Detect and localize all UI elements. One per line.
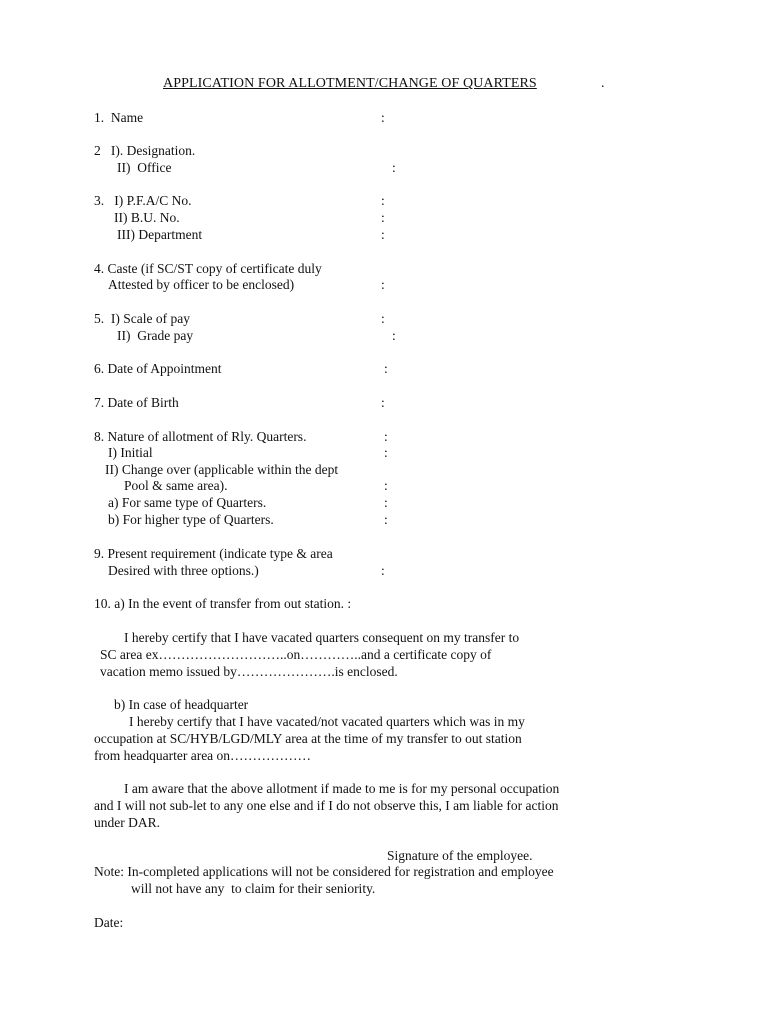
certify-b-line-1: I hereby certify that I have vacated/not vacated quarters which was in my <box>129 714 525 729</box>
field-pool-label: Pool & same area). <box>124 478 228 493</box>
field-name-colon: : <box>381 110 385 125</box>
signature-label: Signature of the employee. <box>387 848 533 863</box>
field-dob-colon: : <box>381 395 385 410</box>
field-nature-colon: : <box>384 429 388 444</box>
field-initial-label: I) Initial <box>108 445 153 460</box>
field-department-label: III) Department <box>117 227 203 242</box>
form-title: APPLICATION FOR ALLOTMENT/CHANGE OF QUARTERS <box>163 76 537 91</box>
title-period: . <box>601 76 605 91</box>
field-caste-label-cont: Attested by officer to be enclosed) <box>108 277 295 292</box>
field-same-type-colon: : <box>384 495 388 510</box>
field-bu-label: II) B.U. No. <box>114 210 180 225</box>
field-doa-label: 6. Date of Appointment <box>94 361 222 376</box>
certify-a-line-3: vacation memo issued by………………….is enclosed. <box>100 664 398 679</box>
field-grade-label: II) Grade pay <box>117 328 194 343</box>
field-higher-type-label: b) For higher type of Quarters. <box>108 512 274 527</box>
note-line-2: will not have any to claim for their seniority. <box>131 881 376 896</box>
field-pf-colon: : <box>381 193 385 208</box>
field-pool-colon: : <box>384 478 388 493</box>
field-same-type-label: a) For same type of Quarters. <box>108 495 267 510</box>
field-name-label: 1. Name <box>94 110 144 125</box>
field-initial-colon: : <box>384 445 388 460</box>
note-line-1: Note: In-completed applications will not be considered for registration and employee <box>94 864 554 879</box>
certify-b-line-3: from headquarter area on……………… <box>94 748 312 763</box>
headquarter-label: b) In case of headquarter <box>114 697 249 712</box>
certify-b-line-2: occupation at SC/HYB/LGD/MLY area at the time of my transfer to out station <box>94 731 522 746</box>
field-scale-colon: : <box>381 311 385 326</box>
declaration-line-3: under DAR. <box>94 815 160 830</box>
declaration-line-1: I am aware that the above allotment if made to me is for my personal occupation <box>124 781 560 796</box>
field-scale-label: 5. I) Scale of pay <box>94 311 190 326</box>
field-requirement-label: 9. Present requirement (indicate type & area <box>94 546 333 561</box>
field-requirement-colon: : <box>381 563 385 578</box>
field-grade-colon: : <box>392 328 396 343</box>
field-requirement-label-cont: Desired with three options.) <box>108 563 259 578</box>
field-changeover-label: II) Change over (applicable within the dept <box>105 462 339 477</box>
date-label: Date: <box>94 915 124 930</box>
field-caste-label: 4. Caste (if SC/ST copy of certificate duly <box>94 261 322 276</box>
field-office-colon: : <box>392 160 396 175</box>
field-dob-label: 7. Date of Birth <box>94 395 179 410</box>
field-doa-colon: : <box>384 361 388 376</box>
field-bu-colon: : <box>381 210 385 225</box>
field-pf-label: 3. I) P.F.A/C No. <box>94 193 192 208</box>
field-caste-colon: : <box>381 277 385 292</box>
declaration-line-2: and I will not sub-let to any one else and if I do not observe this, I am liable for action <box>94 798 559 813</box>
field-nature-label: 8. Nature of allotment of Rly. Quarters. <box>94 429 307 444</box>
field-transfer-label: 10. a) In the event of transfer from out station. : <box>94 596 352 611</box>
field-office-label: II) Office <box>117 160 172 175</box>
field-department-colon: : <box>381 227 385 242</box>
certify-a-line-1: I hereby certify that I have vacated quarters consequent on my transfer to <box>124 630 520 645</box>
field-higher-type-colon: : <box>384 512 388 527</box>
certify-a-line-2: SC area ex………………………..on…………..and a certificate copy of <box>100 647 492 662</box>
field-designation-label: 2 I). Designation. <box>94 143 196 158</box>
